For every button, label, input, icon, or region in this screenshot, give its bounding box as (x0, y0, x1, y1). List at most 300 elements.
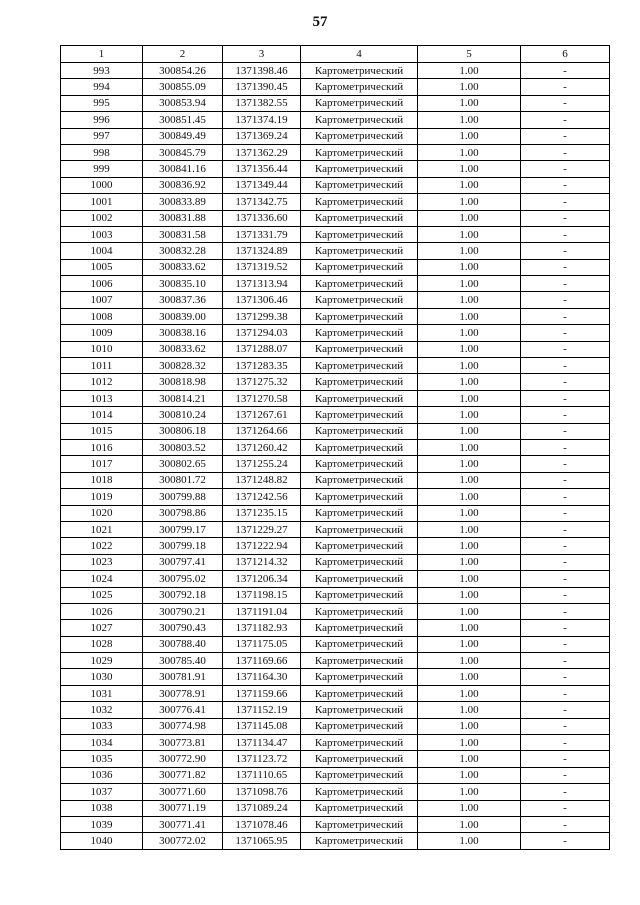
x-coordinate-cell: 300772.02 (143, 833, 223, 849)
point-number-cell: 998 (61, 144, 143, 160)
description-cell: - (521, 95, 610, 111)
accuracy-cell: 1.00 (418, 816, 521, 832)
method-cell: Картометрический (301, 587, 418, 603)
table-row (61, 63, 610, 79)
point-number-cell: 1022 (61, 538, 143, 554)
accuracy-cell: 1.00 (418, 751, 521, 767)
table-header-row (61, 46, 610, 63)
description-cell: - (521, 358, 610, 374)
x-coordinate-cell: 300798.86 (143, 505, 223, 521)
accuracy-cell: 1.00 (418, 112, 521, 128)
point-number-cell: 1010 (61, 341, 143, 357)
method-cell: Картометрический (301, 226, 418, 242)
method-cell: Картометрический (301, 489, 418, 505)
table-row (61, 407, 610, 423)
point-number-cell: 1031 (61, 685, 143, 701)
y-coordinate-cell: 1371198.15 (223, 587, 301, 603)
method-cell: Картометрический (301, 800, 418, 816)
description-cell: - (521, 210, 610, 226)
y-coordinate-cell: 1371288.07 (223, 341, 301, 357)
point-number-cell: 1025 (61, 587, 143, 603)
accuracy-cell: 1.00 (418, 341, 521, 357)
y-coordinate-cell: 1371264.66 (223, 423, 301, 439)
method-cell: Картометрический (301, 472, 418, 488)
accuracy-cell: 1.00 (418, 833, 521, 849)
method-cell: Картометрический (301, 390, 418, 406)
table-row (61, 194, 610, 210)
description-cell: - (521, 390, 610, 406)
accuracy-cell: 1.00 (418, 620, 521, 636)
y-coordinate-cell: 1371235.15 (223, 505, 301, 521)
point-number-cell: 1008 (61, 308, 143, 324)
point-number-cell: 1014 (61, 407, 143, 423)
x-coordinate-cell: 300776.41 (143, 702, 223, 718)
method-cell: Картометрический (301, 95, 418, 111)
description-cell: - (521, 456, 610, 472)
x-coordinate-cell: 300788.40 (143, 636, 223, 652)
y-coordinate-cell: 1371065.95 (223, 833, 301, 849)
table-row (61, 292, 610, 308)
table-row (61, 341, 610, 357)
x-coordinate-cell: 300818.98 (143, 374, 223, 390)
method-cell: Картометрический (301, 603, 418, 619)
table-row (61, 816, 610, 832)
description-cell: - (521, 259, 610, 275)
x-coordinate-cell: 300831.88 (143, 210, 223, 226)
method-cell: Картометрический (301, 423, 418, 439)
point-number-cell: 1034 (61, 735, 143, 751)
description-cell: - (521, 423, 610, 439)
description-cell: - (521, 325, 610, 341)
y-coordinate-cell: 1371270.58 (223, 390, 301, 406)
accuracy-cell: 1.00 (418, 79, 521, 95)
description-cell: - (521, 341, 610, 357)
description-cell: - (521, 407, 610, 423)
point-number-cell: 1001 (61, 194, 143, 210)
description-cell: - (521, 439, 610, 455)
table-row (61, 325, 610, 341)
accuracy-cell: 1.00 (418, 538, 521, 554)
method-cell: Картометрический (301, 112, 418, 128)
y-coordinate-cell: 1371191.04 (223, 603, 301, 619)
point-number-cell: 996 (61, 112, 143, 128)
method-cell: Картометрический (301, 161, 418, 177)
x-coordinate-cell: 300833.62 (143, 259, 223, 275)
column-header: 3 (223, 46, 301, 63)
table-row (61, 620, 610, 636)
y-coordinate-cell: 1371175.05 (223, 636, 301, 652)
y-coordinate-cell: 1371299.38 (223, 308, 301, 324)
method-cell: Картометрический (301, 128, 418, 144)
table-row (61, 554, 610, 570)
point-number-cell: 1029 (61, 653, 143, 669)
point-number-cell: 1026 (61, 603, 143, 619)
table-row (61, 587, 610, 603)
description-cell: - (521, 472, 610, 488)
description-cell: - (521, 177, 610, 193)
method-cell: Картометрический (301, 653, 418, 669)
accuracy-cell: 1.00 (418, 489, 521, 505)
point-number-cell: 1036 (61, 767, 143, 783)
accuracy-cell: 1.00 (418, 767, 521, 783)
accuracy-cell: 1.00 (418, 95, 521, 111)
accuracy-cell: 1.00 (418, 292, 521, 308)
table-row (61, 374, 610, 390)
x-coordinate-cell: 300799.88 (143, 489, 223, 505)
method-cell: Картометрический (301, 325, 418, 341)
accuracy-cell: 1.00 (418, 390, 521, 406)
y-coordinate-cell: 1371283.35 (223, 358, 301, 374)
x-coordinate-cell: 300831.58 (143, 226, 223, 242)
description-cell: - (521, 538, 610, 554)
table-row (61, 112, 610, 128)
x-coordinate-cell: 300814.21 (143, 390, 223, 406)
y-coordinate-cell: 1371222.94 (223, 538, 301, 554)
point-number-cell: 1002 (61, 210, 143, 226)
x-coordinate-cell: 300778.91 (143, 685, 223, 701)
accuracy-cell: 1.00 (418, 669, 521, 685)
y-coordinate-cell: 1371164.30 (223, 669, 301, 685)
accuracy-cell: 1.00 (418, 423, 521, 439)
table-row (61, 161, 610, 177)
table-row (61, 472, 610, 488)
x-coordinate-cell: 300781.91 (143, 669, 223, 685)
accuracy-cell: 1.00 (418, 603, 521, 619)
method-cell: Картометрический (301, 79, 418, 95)
description-cell: - (521, 636, 610, 652)
x-coordinate-cell: 300855.09 (143, 79, 223, 95)
x-coordinate-cell: 300853.94 (143, 95, 223, 111)
table-row (61, 128, 610, 144)
point-number-cell: 1011 (61, 358, 143, 374)
accuracy-cell: 1.00 (418, 685, 521, 701)
description-cell: - (521, 63, 610, 79)
method-cell: Картометрический (301, 718, 418, 734)
y-coordinate-cell: 1371260.42 (223, 439, 301, 455)
y-coordinate-cell: 1371382.55 (223, 95, 301, 111)
x-coordinate-cell: 300838.16 (143, 325, 223, 341)
point-number-cell: 1020 (61, 505, 143, 521)
method-cell: Картометрический (301, 833, 418, 849)
description-cell: - (521, 800, 610, 816)
point-number-cell: 1004 (61, 243, 143, 259)
method-cell: Картометрический (301, 276, 418, 292)
accuracy-cell: 1.00 (418, 472, 521, 488)
accuracy-cell: 1.00 (418, 226, 521, 242)
accuracy-cell: 1.00 (418, 702, 521, 718)
table-row (61, 489, 610, 505)
table-row (61, 439, 610, 455)
table-row (61, 259, 610, 275)
method-cell: Картометрический (301, 702, 418, 718)
x-coordinate-cell: 300845.79 (143, 144, 223, 160)
accuracy-cell: 1.00 (418, 784, 521, 800)
description-cell: - (521, 144, 610, 160)
description-cell: - (521, 751, 610, 767)
y-coordinate-cell: 1371152.19 (223, 702, 301, 718)
description-cell: - (521, 833, 610, 849)
table-row (61, 423, 610, 439)
table-row (61, 702, 610, 718)
y-coordinate-cell: 1371229.27 (223, 521, 301, 537)
x-coordinate-cell: 300832.28 (143, 243, 223, 259)
accuracy-cell: 1.00 (418, 243, 521, 259)
table-row (61, 144, 610, 160)
description-cell: - (521, 702, 610, 718)
y-coordinate-cell: 1371248.82 (223, 472, 301, 488)
y-coordinate-cell: 1371159.66 (223, 685, 301, 701)
description-cell: - (521, 653, 610, 669)
table-row (61, 767, 610, 783)
description-cell: - (521, 603, 610, 619)
method-cell: Картометрический (301, 505, 418, 521)
point-number-cell: 1009 (61, 325, 143, 341)
point-number-cell: 1038 (61, 800, 143, 816)
method-cell: Картометрический (301, 374, 418, 390)
method-cell: Картометрический (301, 554, 418, 570)
accuracy-cell: 1.00 (418, 358, 521, 374)
method-cell: Картометрический (301, 685, 418, 701)
point-number-cell: 1005 (61, 259, 143, 275)
y-coordinate-cell: 1371336.60 (223, 210, 301, 226)
y-coordinate-cell: 1371356.44 (223, 161, 301, 177)
x-coordinate-cell: 300799.18 (143, 538, 223, 554)
x-coordinate-cell: 300801.72 (143, 472, 223, 488)
x-coordinate-cell: 300771.60 (143, 784, 223, 800)
accuracy-cell: 1.00 (418, 456, 521, 472)
description-cell: - (521, 194, 610, 210)
description-cell: - (521, 571, 610, 587)
accuracy-cell: 1.00 (418, 587, 521, 603)
description-cell: - (521, 243, 610, 259)
method-cell: Картометрический (301, 735, 418, 751)
point-number-cell: 1023 (61, 554, 143, 570)
x-coordinate-cell: 300771.19 (143, 800, 223, 816)
description-cell: - (521, 620, 610, 636)
method-cell: Картометрический (301, 308, 418, 324)
description-cell: - (521, 505, 610, 521)
description-cell: - (521, 112, 610, 128)
accuracy-cell: 1.00 (418, 407, 521, 423)
y-coordinate-cell: 1371214.32 (223, 554, 301, 570)
description-cell: - (521, 489, 610, 505)
point-number-cell: 1033 (61, 718, 143, 734)
table-row (61, 79, 610, 95)
accuracy-cell: 1.00 (418, 718, 521, 734)
table-row (61, 456, 610, 472)
method-cell: Картометрический (301, 816, 418, 832)
accuracy-cell: 1.00 (418, 161, 521, 177)
y-coordinate-cell: 1371145.08 (223, 718, 301, 734)
point-number-cell: 1024 (61, 571, 143, 587)
method-cell: Картометрический (301, 194, 418, 210)
description-cell: - (521, 735, 610, 751)
table-row (61, 571, 610, 587)
method-cell: Картометрический (301, 439, 418, 455)
accuracy-cell: 1.00 (418, 308, 521, 324)
table-row (61, 308, 610, 324)
x-coordinate-cell: 300833.62 (143, 341, 223, 357)
y-coordinate-cell: 1371324.89 (223, 243, 301, 259)
y-coordinate-cell: 1371169.66 (223, 653, 301, 669)
method-cell: Картометрический (301, 620, 418, 636)
y-coordinate-cell: 1371306.46 (223, 292, 301, 308)
table-row (61, 603, 610, 619)
table-row (61, 751, 610, 767)
method-cell: Картометрический (301, 636, 418, 652)
y-coordinate-cell: 1371078.46 (223, 816, 301, 832)
table-row (61, 226, 610, 242)
point-number-cell: 1018 (61, 472, 143, 488)
point-number-cell: 1040 (61, 833, 143, 849)
description-cell: - (521, 816, 610, 832)
description-cell: - (521, 161, 610, 177)
accuracy-cell: 1.00 (418, 505, 521, 521)
y-coordinate-cell: 1371242.56 (223, 489, 301, 505)
x-coordinate-cell: 300828.32 (143, 358, 223, 374)
x-coordinate-cell: 300771.82 (143, 767, 223, 783)
column-header: 6 (521, 46, 610, 63)
point-number-cell: 1012 (61, 374, 143, 390)
table-row (61, 505, 610, 521)
description-cell: - (521, 521, 610, 537)
y-coordinate-cell: 1371182.93 (223, 620, 301, 636)
y-coordinate-cell: 1371134.47 (223, 735, 301, 751)
point-number-cell: 1006 (61, 276, 143, 292)
point-number-cell: 1015 (61, 423, 143, 439)
point-number-cell: 1017 (61, 456, 143, 472)
y-coordinate-cell: 1371089.24 (223, 800, 301, 816)
point-number-cell: 997 (61, 128, 143, 144)
column-header: 1 (61, 46, 143, 63)
method-cell: Картометрический (301, 407, 418, 423)
accuracy-cell: 1.00 (418, 735, 521, 751)
table-row (61, 95, 610, 111)
table-row (61, 735, 610, 751)
accuracy-cell: 1.00 (418, 63, 521, 79)
table-row (61, 276, 610, 292)
description-cell: - (521, 226, 610, 242)
point-number-cell: 1021 (61, 521, 143, 537)
method-cell: Картометрический (301, 767, 418, 783)
table-row (61, 685, 610, 701)
x-coordinate-cell: 300833.89 (143, 194, 223, 210)
method-cell: Картометрический (301, 259, 418, 275)
accuracy-cell: 1.00 (418, 554, 521, 570)
y-coordinate-cell: 1371374.19 (223, 112, 301, 128)
point-number-cell: 1000 (61, 177, 143, 193)
accuracy-cell: 1.00 (418, 374, 521, 390)
method-cell: Картометрический (301, 243, 418, 259)
coordinates-table (60, 45, 610, 850)
y-coordinate-cell: 1371342.75 (223, 194, 301, 210)
method-cell: Картометрический (301, 571, 418, 587)
method-cell: Картометрический (301, 177, 418, 193)
accuracy-cell: 1.00 (418, 177, 521, 193)
table-row (61, 784, 610, 800)
method-cell: Картометрический (301, 538, 418, 554)
table-row (61, 718, 610, 734)
y-coordinate-cell: 1371331.79 (223, 226, 301, 242)
x-coordinate-cell: 300771.41 (143, 816, 223, 832)
accuracy-cell: 1.00 (418, 800, 521, 816)
description-cell: - (521, 767, 610, 783)
table-row (61, 210, 610, 226)
y-coordinate-cell: 1371098.76 (223, 784, 301, 800)
description-cell: - (521, 669, 610, 685)
point-number-cell: 1028 (61, 636, 143, 652)
table-row (61, 653, 610, 669)
description-cell: - (521, 276, 610, 292)
description-cell: - (521, 128, 610, 144)
point-number-cell: 1003 (61, 226, 143, 242)
point-number-cell: 995 (61, 95, 143, 111)
page-number: 57 (312, 14, 328, 30)
method-cell: Картометрический (301, 63, 418, 79)
method-cell: Картометрический (301, 341, 418, 357)
x-coordinate-cell: 300841.16 (143, 161, 223, 177)
accuracy-cell: 1.00 (418, 259, 521, 275)
x-coordinate-cell: 300792.18 (143, 587, 223, 603)
method-cell: Картометрический (301, 784, 418, 800)
table-row (61, 833, 610, 849)
accuracy-cell: 1.00 (418, 210, 521, 226)
point-number-cell: 1016 (61, 439, 143, 455)
y-coordinate-cell: 1371313.94 (223, 276, 301, 292)
method-cell: Картометрический (301, 210, 418, 226)
description-cell: - (521, 79, 610, 95)
description-cell: - (521, 718, 610, 734)
x-coordinate-cell: 300806.18 (143, 423, 223, 439)
x-coordinate-cell: 300799.17 (143, 521, 223, 537)
column-header: 4 (301, 46, 418, 63)
description-cell: - (521, 292, 610, 308)
x-coordinate-cell: 300785.40 (143, 653, 223, 669)
x-coordinate-cell: 300854.26 (143, 63, 223, 79)
method-cell: Картометрический (301, 751, 418, 767)
method-cell: Картометрический (301, 292, 418, 308)
table-row (61, 177, 610, 193)
point-number-cell: 1007 (61, 292, 143, 308)
accuracy-cell: 1.00 (418, 653, 521, 669)
table-row (61, 358, 610, 374)
method-cell: Картометрический (301, 358, 418, 374)
accuracy-cell: 1.00 (418, 276, 521, 292)
method-cell: Картометрический (301, 144, 418, 160)
point-number-cell: 1027 (61, 620, 143, 636)
y-coordinate-cell: 1371362.29 (223, 144, 301, 160)
point-number-cell: 993 (61, 63, 143, 79)
y-coordinate-cell: 1371349.44 (223, 177, 301, 193)
x-coordinate-cell: 300790.43 (143, 620, 223, 636)
column-header: 2 (143, 46, 223, 63)
table-row (61, 521, 610, 537)
point-number-cell: 1035 (61, 751, 143, 767)
y-coordinate-cell: 1371369.24 (223, 128, 301, 144)
description-cell: - (521, 685, 610, 701)
table-row (61, 800, 610, 816)
x-coordinate-cell: 300795.02 (143, 571, 223, 587)
method-cell: Картометрический (301, 669, 418, 685)
accuracy-cell: 1.00 (418, 144, 521, 160)
table-row (61, 538, 610, 554)
y-coordinate-cell: 1371319.52 (223, 259, 301, 275)
table-row (61, 636, 610, 652)
y-coordinate-cell: 1371267.61 (223, 407, 301, 423)
accuracy-cell: 1.00 (418, 439, 521, 455)
x-coordinate-cell: 300802.65 (143, 456, 223, 472)
point-number-cell: 1032 (61, 702, 143, 718)
